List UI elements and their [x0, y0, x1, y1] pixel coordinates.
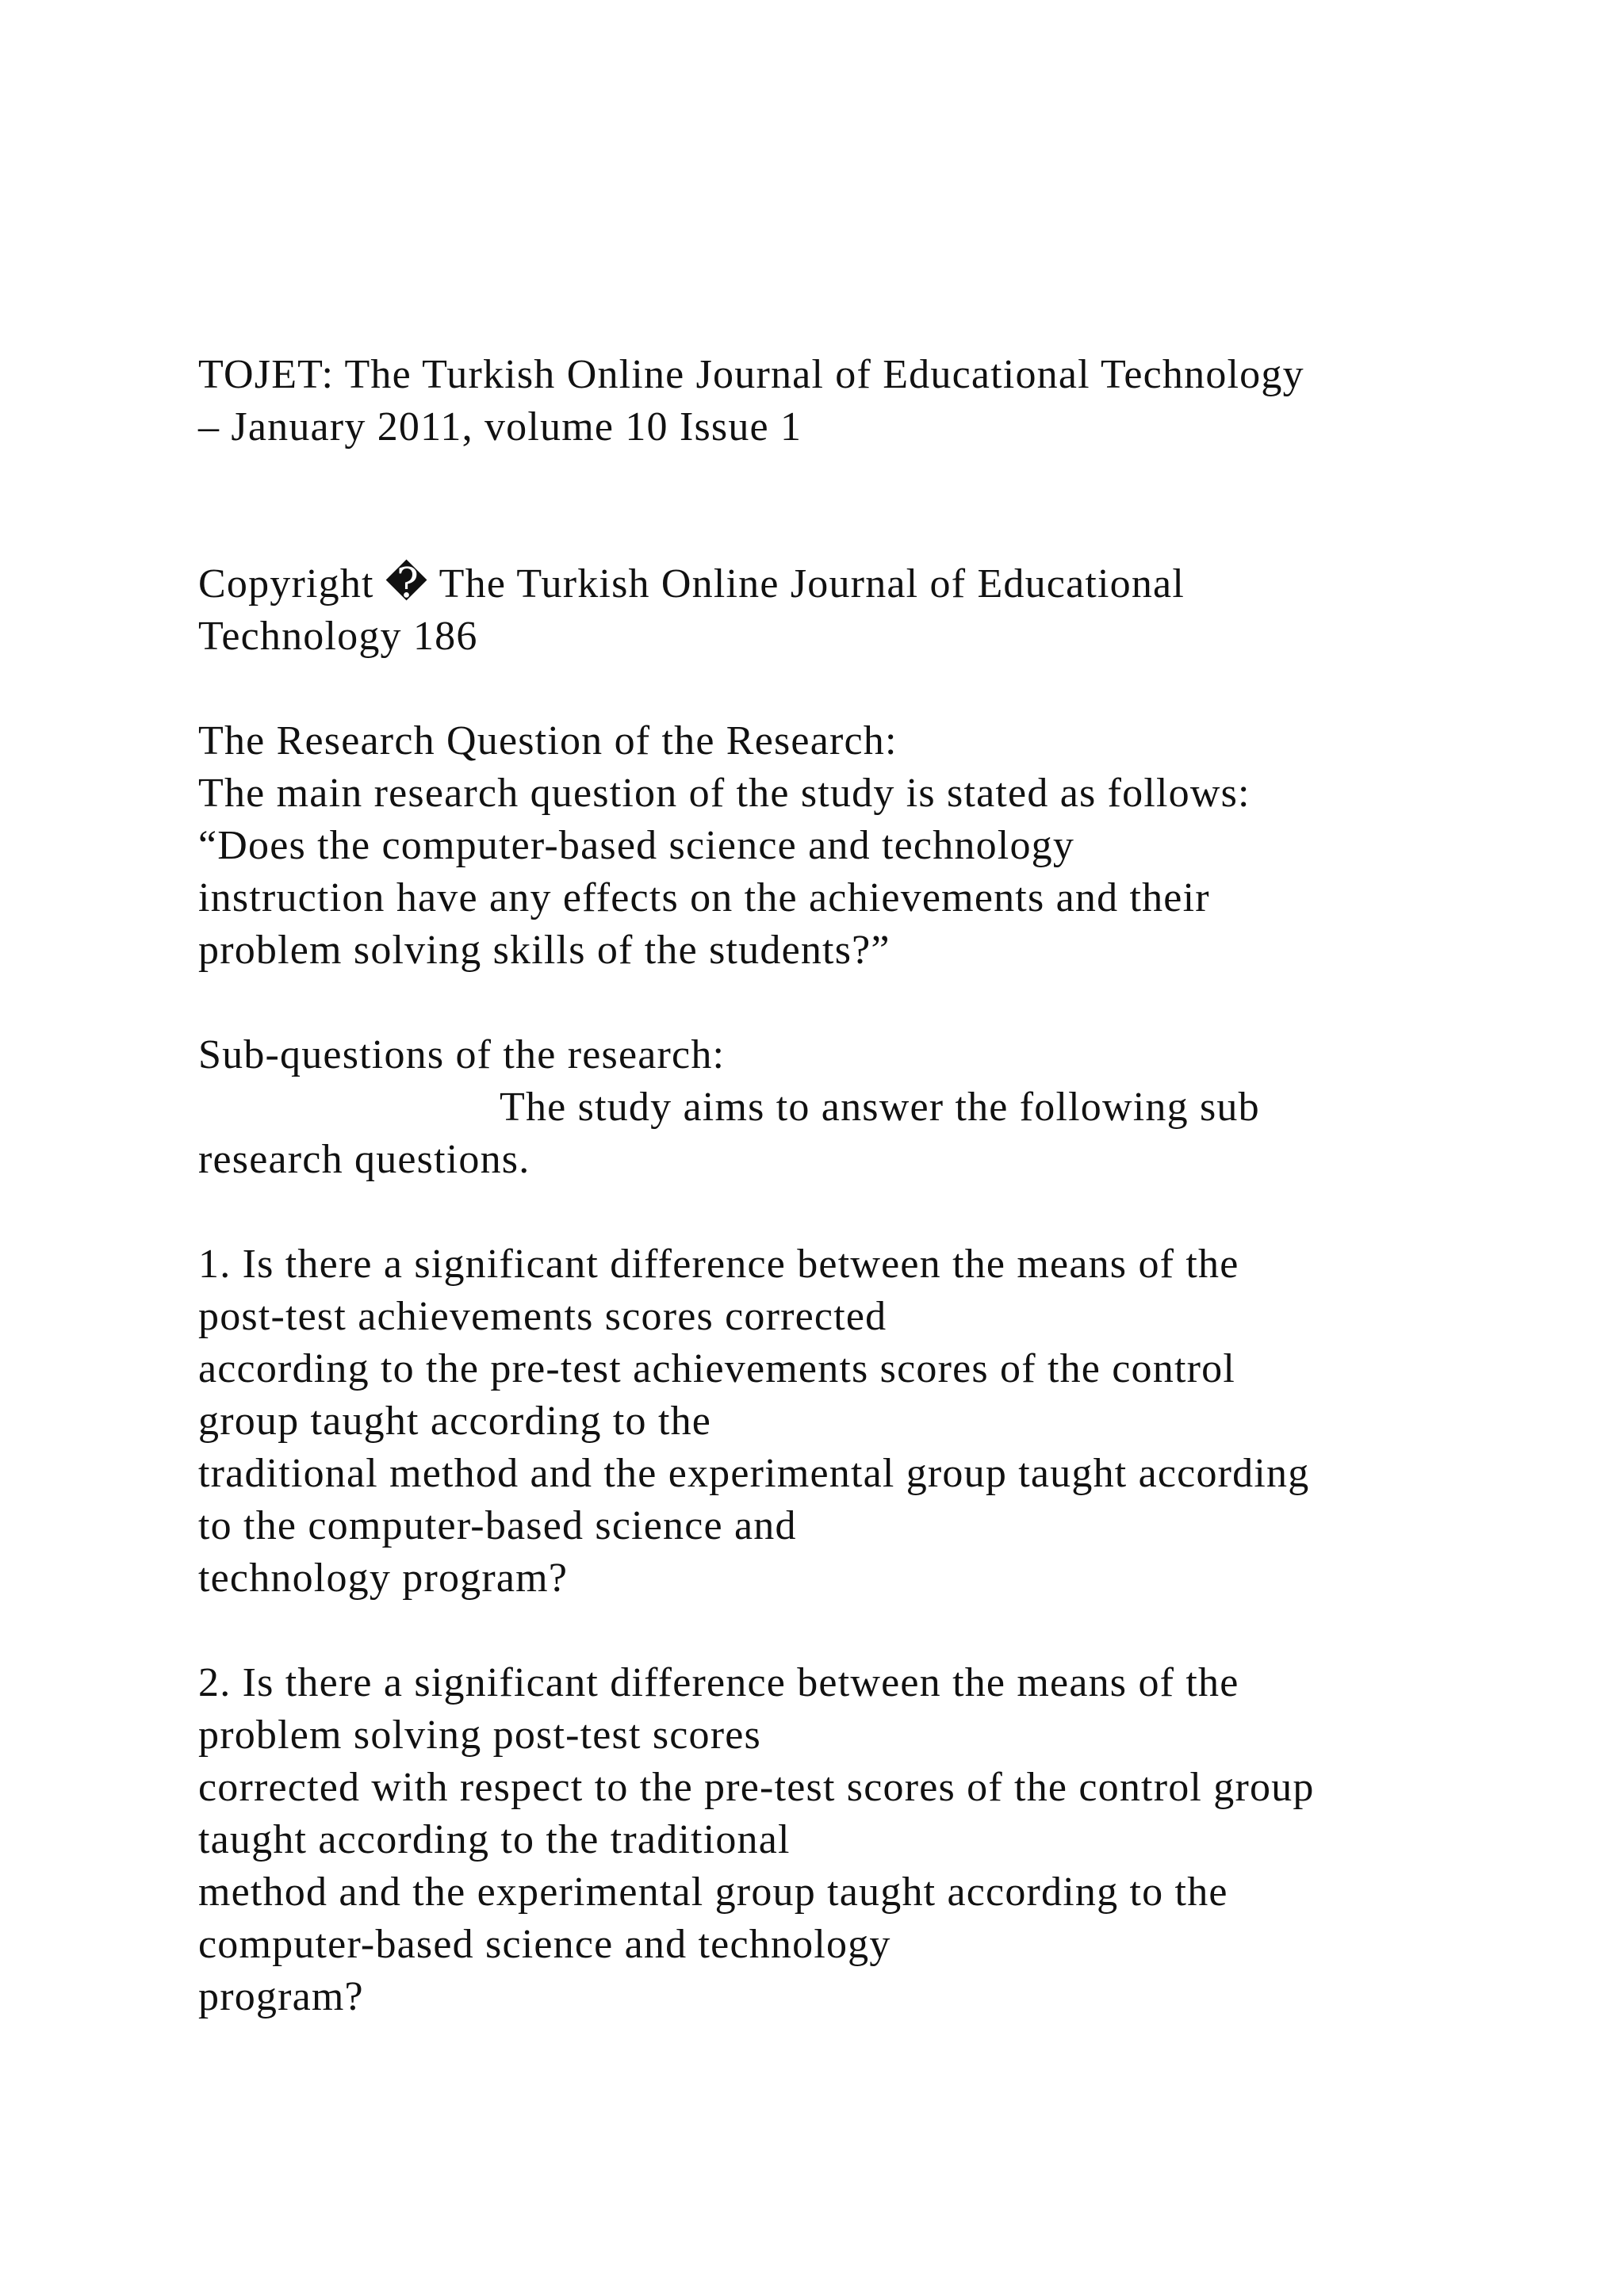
question-2-line: program? — [198, 1974, 364, 2019]
research-question-line: problem solving skills of the students?” — [198, 928, 891, 973]
journal-header-line-2: – January 2011, volume 10 Issue 1 — [198, 404, 802, 450]
spacer — [198, 1605, 1546, 1657]
journal-header-line-1: TOJET: The Turkish Online Journal of Educational Technology — [198, 352, 1304, 397]
question-2-line: corrected with respect to the pre-test scores of the control group — [198, 1765, 1315, 1810]
research-question-line: The main research question of the study is stated as follows: — [198, 771, 1251, 816]
document-body — [198, 349, 1546, 2023]
question-1-line: post-test achievements scores corrected — [198, 1294, 887, 1339]
spacer — [198, 977, 1546, 1029]
sub-questions-heading: Sub-questions of the research: — [198, 1032, 726, 1077]
research-question-line: instruction have any effects on the achievements and their — [198, 875, 1210, 920]
question-1-line: group taught according to the — [198, 1399, 712, 1444]
question-2-line: method and the experimental group taught according to the — [198, 1869, 1228, 1915]
question-1-line: technology program? — [198, 1556, 569, 1601]
copyright-line-2: Technology 186 — [198, 614, 478, 659]
question-1-line: according to the pre-test achievements scores of the control — [198, 1346, 1235, 1391]
spacer — [198, 1186, 1546, 1238]
sub-questions-intro-line-2: research questions. — [198, 1137, 530, 1182]
copyright-line-1: Copyright � The Turkish Online Journal of Educational — [198, 561, 1185, 607]
question-2-line: problem solving post-test scores — [198, 1712, 761, 1758]
question-1-line: 1. Is there a significant difference between the means of the — [198, 1242, 1239, 1287]
question-1-line: to the computer-based science and — [198, 1503, 797, 1548]
question-2-line: computer-based science and technology — [198, 1922, 891, 1967]
question-1-line: traditional method and the experimental group taught according — [198, 1451, 1310, 1496]
spacer — [198, 453, 1546, 558]
question-2-line: 2. Is there a significant difference between the means of the — [198, 1660, 1239, 1705]
research-question-heading: The Research Question of the Research: — [198, 718, 898, 763]
spacer — [198, 663, 1546, 715]
sub-questions-intro-line-1: The study aims to answer the following sub — [500, 1085, 1260, 1130]
research-question-line: “Does the computer-based science and technology — [198, 823, 1075, 868]
question-2-line: taught according to the traditional — [198, 1817, 791, 1862]
